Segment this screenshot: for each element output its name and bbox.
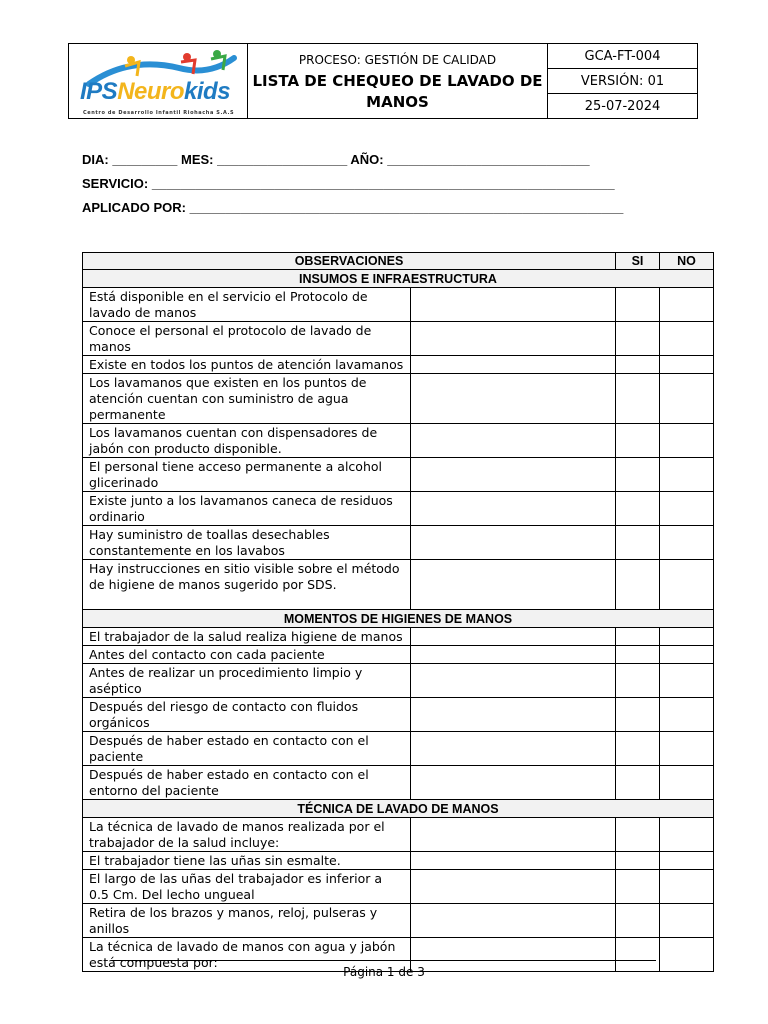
observation-cell[interactable] bbox=[411, 424, 616, 458]
table-row bbox=[83, 646, 714, 664]
si-cell[interactable] bbox=[616, 904, 660, 938]
no-cell[interactable] bbox=[660, 628, 714, 646]
table-row bbox=[83, 458, 714, 492]
si-cell[interactable] bbox=[616, 732, 660, 766]
logo-ips: IPS bbox=[80, 78, 118, 105]
logo-subtitle: Centro de Desarrollo Infantil Riohacha S.A.S bbox=[83, 110, 235, 116]
no-cell[interactable] bbox=[660, 646, 714, 664]
observation-cell[interactable] bbox=[411, 322, 616, 356]
criterion-text: Conoce el personal el protocolo de lavado de manos bbox=[83, 322, 411, 356]
criterion-text: Antes de realizar un procedimiento limpio y aséptico bbox=[83, 664, 411, 698]
criterion-text: Los lavamanos cuentan con dispensadores de jabón con producto disponible. bbox=[83, 424, 411, 458]
col-observaciones: OBSERVACIONES bbox=[83, 253, 616, 270]
criterion-text: El trabajador tiene las uñas sin esmalte. bbox=[83, 852, 411, 870]
section-row bbox=[83, 270, 714, 288]
no-cell[interactable] bbox=[660, 288, 714, 322]
footer-divider bbox=[112, 960, 656, 961]
criterion-text: Está disponible en el servicio el Protocolo de lavado de manos bbox=[83, 288, 411, 322]
si-cell[interactable] bbox=[616, 322, 660, 356]
table-row bbox=[83, 374, 714, 424]
observation-cell[interactable] bbox=[411, 374, 616, 424]
service-line: SERVICIO: ________________________________________________________________ bbox=[82, 176, 615, 191]
section-row bbox=[83, 610, 714, 628]
criterion-text: Después del riesgo de contacto con fluidos orgánicos bbox=[83, 698, 411, 732]
observation-cell[interactable] bbox=[411, 646, 616, 664]
table-header-row bbox=[83, 253, 714, 270]
no-cell[interactable] bbox=[660, 852, 714, 870]
observation-cell[interactable] bbox=[411, 560, 616, 610]
si-cell[interactable] bbox=[616, 374, 660, 424]
observation-cell[interactable] bbox=[411, 818, 616, 852]
si-cell[interactable] bbox=[616, 458, 660, 492]
no-cell[interactable] bbox=[660, 560, 714, 610]
si-cell[interactable] bbox=[616, 526, 660, 560]
no-cell[interactable] bbox=[660, 870, 714, 904]
document-code: GCA-FT-004 bbox=[548, 44, 697, 69]
observation-cell[interactable] bbox=[411, 628, 616, 646]
section-row bbox=[83, 800, 714, 818]
no-cell[interactable] bbox=[660, 322, 714, 356]
table-row bbox=[83, 492, 714, 526]
criterion-text: Después de haber estado en contacto con el paciente bbox=[83, 732, 411, 766]
criterion-text: El largo de las uñas del trabajador es inferior a 0.5 Cm. Del lecho ungueal bbox=[83, 870, 411, 904]
observation-cell[interactable] bbox=[411, 870, 616, 904]
observation-cell[interactable] bbox=[411, 698, 616, 732]
section-title: TÉCNICA DE LAVADO DE MANOS bbox=[83, 800, 714, 818]
observation-cell[interactable] bbox=[411, 492, 616, 526]
table-row bbox=[83, 852, 714, 870]
si-cell[interactable] bbox=[616, 818, 660, 852]
si-cell[interactable] bbox=[616, 424, 660, 458]
table-row bbox=[83, 732, 714, 766]
criterion-text: Después de haber estado en contacto con el entorno del paciente bbox=[83, 766, 411, 800]
table-row bbox=[83, 424, 714, 458]
observation-cell[interactable] bbox=[411, 526, 616, 560]
table-row bbox=[83, 526, 714, 560]
no-cell[interactable] bbox=[660, 492, 714, 526]
no-cell[interactable] bbox=[660, 732, 714, 766]
si-cell[interactable] bbox=[616, 646, 660, 664]
no-cell[interactable] bbox=[660, 698, 714, 732]
observation-cell[interactable] bbox=[411, 852, 616, 870]
col-no: NO bbox=[660, 253, 714, 270]
criterion-text: Antes del contacto con cada paciente bbox=[83, 646, 411, 664]
si-cell[interactable] bbox=[616, 664, 660, 698]
section-title: MOMENTOS DE HIGIENES DE MANOS bbox=[83, 610, 714, 628]
no-cell[interactable] bbox=[660, 424, 714, 458]
table-row bbox=[83, 870, 714, 904]
si-cell[interactable] bbox=[616, 492, 660, 526]
si-cell[interactable] bbox=[616, 698, 660, 732]
table-row bbox=[83, 356, 714, 374]
criterion-text: Hay suministro de toallas desechables constantemente en los lavabos bbox=[83, 526, 411, 560]
table-row bbox=[83, 288, 714, 322]
observation-cell[interactable] bbox=[411, 766, 616, 800]
si-cell[interactable] bbox=[616, 628, 660, 646]
process-label: PROCESO: GESTIÓN DE CALIDAD bbox=[298, 53, 497, 67]
si-cell[interactable] bbox=[616, 852, 660, 870]
no-cell[interactable] bbox=[660, 818, 714, 852]
criterion-text: Retira de los brazos y manos, reloj, pulseras y anillos bbox=[83, 904, 411, 938]
checklist-table bbox=[82, 252, 714, 972]
document-version: VERSIÓN: 01 bbox=[548, 69, 697, 94]
no-cell[interactable] bbox=[660, 526, 714, 560]
criterion-text: La técnica de lavado de manos con agua y jabón está compuesta por: bbox=[83, 938, 411, 972]
table-row bbox=[83, 766, 714, 800]
applied-by-line: APLICADO POR: ____________________________________________________________ bbox=[82, 200, 624, 215]
table-row bbox=[83, 628, 714, 646]
table-row bbox=[83, 664, 714, 698]
no-cell[interactable] bbox=[660, 766, 714, 800]
date-line: DIA: _________ MES: __________________ AÑO: ____________________________ bbox=[82, 152, 590, 167]
logo-cell bbox=[69, 44, 248, 118]
logo-kids: kids bbox=[184, 78, 231, 105]
section-title: INSUMOS E INFRAESTRUCTURA bbox=[83, 270, 714, 288]
si-cell[interactable] bbox=[616, 288, 660, 322]
document-title: LISTA DE CHEQUEO DE LAVADO DE MANOS bbox=[252, 72, 543, 111]
col-si: SI bbox=[616, 253, 660, 270]
meta-cell bbox=[548, 44, 697, 118]
title-cell bbox=[248, 44, 548, 118]
table-row bbox=[83, 904, 714, 938]
no-cell[interactable] bbox=[660, 356, 714, 374]
observation-cell[interactable] bbox=[411, 356, 616, 374]
logo-neuro: Neuro bbox=[117, 78, 185, 105]
criterion-text: El trabajador de la salud realiza higiene de manos bbox=[83, 628, 411, 646]
observation-cell[interactable] bbox=[411, 732, 616, 766]
no-cell[interactable] bbox=[660, 904, 714, 938]
page-number: Página 1 de 3 bbox=[343, 965, 425, 979]
document-header bbox=[68, 43, 698, 119]
criterion-text: Existe en todos los puntos de atención lavamanos bbox=[83, 356, 411, 374]
no-cell[interactable] bbox=[660, 374, 714, 424]
document-date: 25-07-2024 bbox=[584, 98, 661, 114]
no-cell[interactable] bbox=[660, 664, 714, 698]
observation-cell[interactable] bbox=[411, 288, 616, 322]
criterion-text: Los lavamanos que existen en los puntos de atención cuentan con suministro de agua permanente bbox=[83, 374, 411, 424]
observation-cell[interactable] bbox=[411, 458, 616, 492]
criterion-text: Existe junto a los lavamanos caneca de residuos ordinario bbox=[83, 492, 411, 526]
criterion-text: Hay instrucciones en sitio visible sobre el método de higiene de manos sugerido por SDS. bbox=[83, 560, 411, 610]
table-row bbox=[83, 818, 714, 852]
criterion-text: La técnica de lavado de manos realizada por el trabajador de la salud incluye: bbox=[83, 818, 411, 852]
table-row bbox=[83, 322, 714, 356]
table-row bbox=[83, 698, 714, 732]
logo-wordmark bbox=[80, 78, 230, 106]
no-cell[interactable] bbox=[660, 458, 714, 492]
si-cell[interactable] bbox=[616, 766, 660, 800]
criterion-text: El personal tiene acceso permanente a alcohol glicerinado bbox=[83, 458, 411, 492]
si-cell[interactable] bbox=[616, 356, 660, 374]
observation-cell[interactable] bbox=[411, 904, 616, 938]
si-cell[interactable] bbox=[616, 870, 660, 904]
table-row bbox=[83, 560, 714, 610]
si-cell[interactable] bbox=[616, 560, 660, 610]
observation-cell[interactable] bbox=[411, 664, 616, 698]
